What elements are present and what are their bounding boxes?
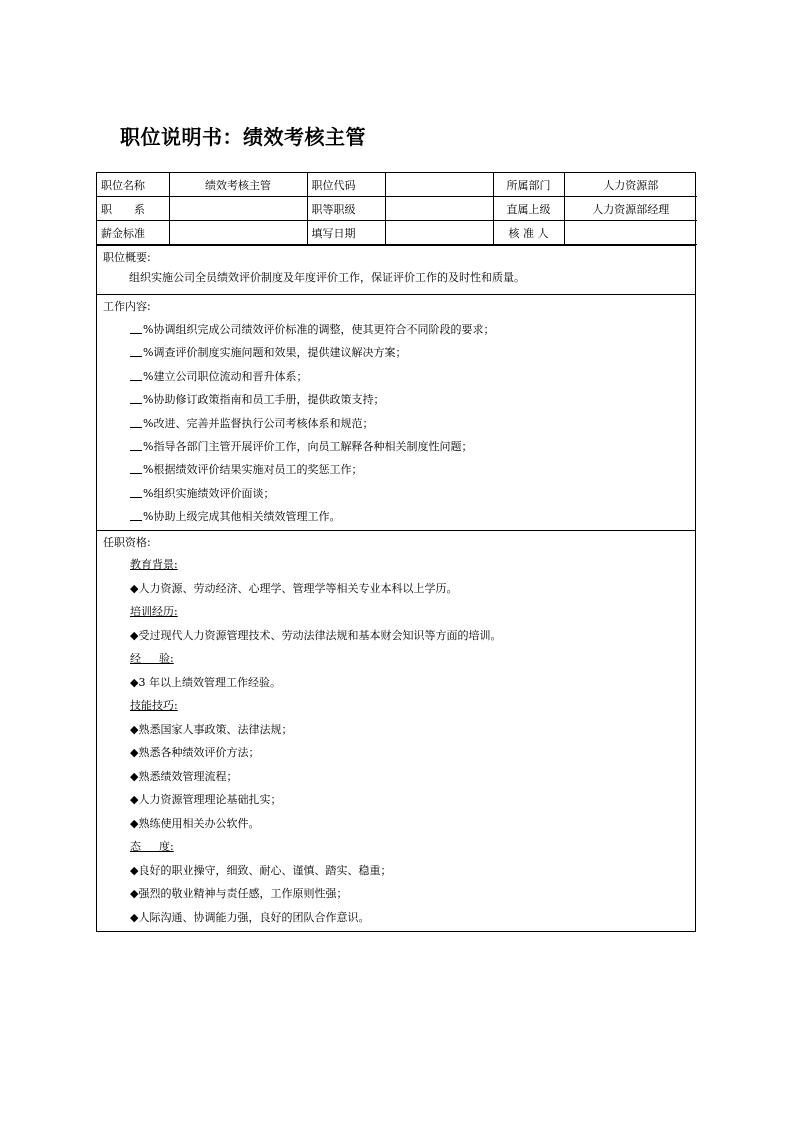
department-value: 人力资源部 — [564, 173, 697, 197]
salary-value — [169, 221, 307, 245]
job-info-table — [97, 173, 697, 245]
blank-line — [130, 439, 142, 451]
list-item: ◆受过现代人力资源管理技术、劳动法律法规和基本财会知识等方面的培训。 — [130, 628, 502, 642]
list-item: ◆良好的职业操守，细致、耐心、谨慎、踏实、稳重； — [130, 863, 392, 877]
superior-value: 人力资源部经理 — [564, 197, 697, 221]
approver-label: 核 准 人 — [493, 221, 564, 245]
position-name-value: 绩效考核主管 — [169, 173, 307, 197]
list-item: ◆强烈的敬业精神与责任感，工作原则性强； — [130, 887, 348, 900]
blank-line — [130, 416, 142, 428]
list-item: %建立公司职位流动和晋升体系； — [103, 365, 689, 388]
training-heading: 培训经历: — [130, 605, 178, 618]
fill-date-label: 填写日期 — [307, 221, 385, 245]
duties-heading: 工作内容: — [103, 300, 151, 313]
blank-line — [130, 509, 142, 521]
series-value — [169, 197, 307, 221]
position-name-label: 职位名称 — [97, 173, 169, 197]
approver-value — [564, 221, 697, 245]
blank-line — [130, 462, 142, 474]
info-row-3 — [97, 221, 697, 245]
education-heading: 教育背景: — [130, 558, 178, 571]
list-item: ◆人际沟通、协调能力强，良好的团队合作意识。 — [130, 910, 370, 924]
qualifications-section — [97, 530, 695, 931]
skills-heading: 技能技巧: — [130, 699, 178, 712]
fill-date-value — [385, 221, 493, 245]
experience-heading: 经验: — [130, 652, 174, 665]
duties-list — [103, 318, 689, 529]
qualifications-list — [103, 553, 689, 929]
qualifications-heading: 任职资格: — [103, 536, 151, 549]
position-code-label: 职位代码 — [307, 173, 385, 197]
list-item: %调查评价制度实施问题和效果，提供建议解决方案； — [103, 341, 689, 364]
superior-label: 直属上级 — [493, 197, 564, 221]
info-row-2 — [97, 197, 697, 221]
list-item: ◆熟悉国家人事政策、法律法规； — [130, 722, 293, 736]
list-item: ◆人力资源、劳动经济、心理学、管理学等相关专业本科以上学历。 — [130, 581, 458, 595]
list-item: ◆3 年以上绩效管理工作经验。 — [130, 675, 281, 689]
attitude-heading: 态度: — [130, 840, 174, 853]
list-item: ◆熟练使用相关办公软件。 — [130, 816, 260, 830]
list-item: %组织实施绩效评价面谈； — [103, 482, 689, 505]
summary-text: 组织实施公司全员绩效评价制度及年度评价工作，保证评价工作的及时性和质量。 — [129, 271, 525, 284]
summary-heading: 职位概要: — [103, 251, 151, 264]
summary-section — [97, 245, 695, 294]
grade-label: 职等职级 — [307, 197, 385, 221]
position-code-value — [385, 173, 493, 197]
blank-line — [130, 486, 142, 498]
page-title: 职位说明书：绩效考核主管 — [120, 125, 366, 149]
job-description-form — [96, 172, 696, 932]
series-label: 职 系 — [97, 197, 169, 221]
list-item: ◆熟悉各种绩效评价方法； — [130, 746, 260, 759]
blank-line — [130, 369, 142, 381]
list-item: %协助上级完成其他相关绩效管理工作。 — [103, 505, 689, 528]
info-row-1 — [97, 173, 697, 197]
duties-section — [97, 294, 695, 530]
grade-value — [385, 197, 493, 221]
list-item: %根据绩效评价结果实施对员工的奖惩工作； — [103, 458, 689, 481]
blank-line — [130, 345, 142, 357]
list-item: ◆人力资源管理理论基础扎实； — [130, 793, 282, 806]
salary-label: 薪金标准 — [97, 221, 169, 245]
blank-line — [130, 392, 142, 404]
list-item: %协调组织完成公司绩效评价标准的调整，使其更符合不同阶段的要求； — [103, 318, 689, 341]
list-item: %改进、完善并监督执行公司考核体系和规范； — [103, 412, 689, 435]
list-item: %协助修订政策指南和员工手册，提供政策支持； — [103, 388, 689, 411]
list-item: ◆熟悉绩效管理流程； — [130, 769, 238, 783]
department-label: 所属部门 — [493, 173, 564, 197]
list-item: %指导各部门主管开展评价工作，向员工解释各种相关制度性问题； — [103, 435, 689, 458]
blank-line — [130, 322, 142, 334]
